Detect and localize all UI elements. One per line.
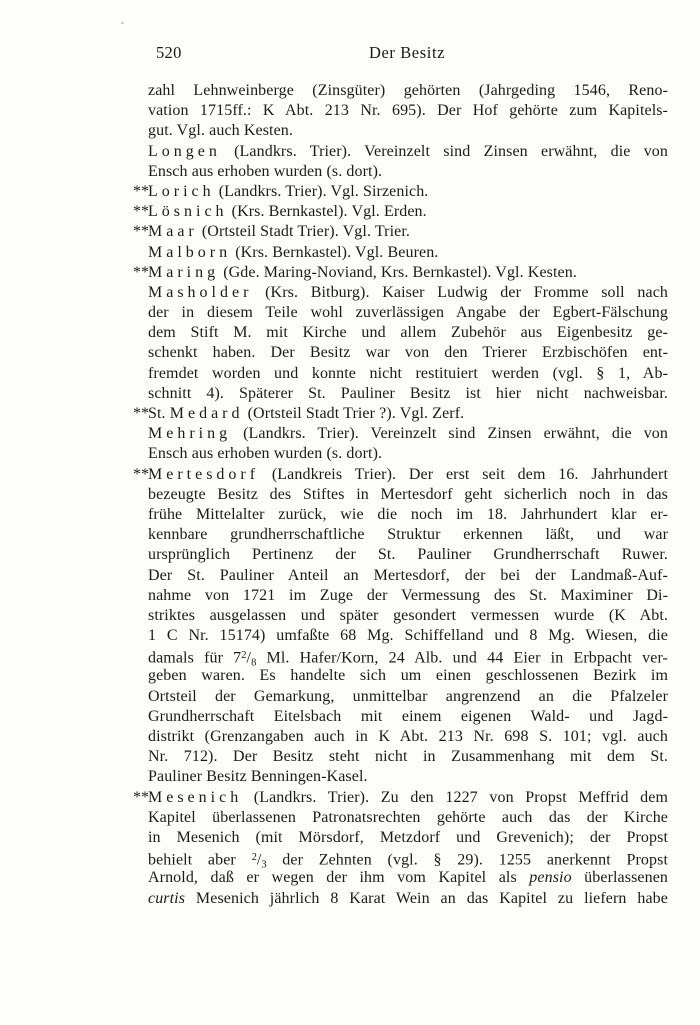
text-segment: schenkt haben. Der Besitz war von den Trierer Erzbischöfen ent- [148, 344, 668, 362]
text-line [133, 666, 668, 686]
text-segment: (Landkrs. Trier). Vgl. Sirzenich. [214, 182, 429, 200]
text-line [133, 424, 668, 444]
text-line [133, 283, 668, 303]
text-line [133, 687, 668, 707]
text-segment: schnitt 4). Späterer St. Pauliner Besitz ist hier nicht nachweisbar. [148, 384, 668, 402]
text-line [133, 505, 668, 525]
text-line [133, 525, 668, 545]
text-segment: (Landkrs. Trier). Zu den 1227 von Propst Meffrid dem [242, 788, 668, 806]
text-segment: ursprünglich Pertinenz der St. Pauliner Grundherrschaft Ruwer. [148, 546, 668, 564]
text-segment: damals für 7 [148, 649, 242, 667]
text-segment: zahl Lehnweinberge (Zinsgüter) gehörten (Jahrgeding 1546, Reno- [148, 82, 668, 99]
entry-marker: ** [133, 182, 149, 200]
text-line [133, 868, 668, 888]
text-line [133, 848, 668, 868]
text-segment: der Zehnten (vgl. § 29). 1255 anerkennt Propst [266, 851, 668, 869]
text-segment: curtis [148, 889, 186, 907]
text-segment: (Krs. Bernkastel). Vgl. Beuren. [231, 243, 439, 261]
entry-marker: ** [133, 263, 149, 281]
text-segment: bezeugte Besitz des Stiftes in Mertesdorf geht sicherlich noch in das [148, 485, 668, 503]
running-title: Der Besitz [368, 43, 446, 62]
text-segment: (Landkrs. Trier). Vereinzelt sind Zinsen erwähnt, die von [220, 142, 668, 160]
text-line [133, 384, 668, 404]
text-line [133, 545, 668, 565]
text-segment: (Krs. Bitburg). Kaiser Ludwig der Fromme soll nach [252, 283, 668, 301]
text-segment: nahme von 1721 im Zuge der Vermessung des St. Maximiner Di- [148, 586, 668, 604]
text-segment: kennbare grundherrschaftliche Struktur erkennen läßt, und war [148, 526, 668, 544]
text-segment: geben waren. Es handelte sich um einen geschlossenen Bezirk im [148, 667, 668, 685]
text-line [133, 81, 668, 101]
paper-speck [121, 22, 124, 24]
text-line [133, 162, 668, 182]
text-segment: (Gde. Maring-Noviand, Krs. Bernkastel). Vgl. Kesten. [219, 263, 577, 281]
text-line [133, 646, 668, 666]
entry-name: Lösnich [148, 203, 228, 221]
page-number: 520 [156, 43, 182, 62]
entry-name: Masholder [148, 283, 253, 301]
text-line [133, 727, 668, 747]
text-segment: überlassenen [571, 869, 668, 887]
text-segment: Mesenich jährlich 8 Karat Wein an das Kapitel zu liefern habe [185, 889, 668, 907]
text-segment: 2 [251, 852, 257, 864]
text-segment: (Landkrs. Trier). Vereinzelt sind Zinsen erwähnt, die von [231, 425, 668, 443]
text-segment: Kapitel überlassenen Patronatsrechten gehörte auch das der Kirche [148, 808, 668, 826]
text-segment: Nr. 712). Der Besitz steht nicht in Zusammenhang mit dem St. [148, 748, 668, 766]
text-line [133, 101, 668, 121]
text-segment: Ensch aus erhoben wurden (s. dort). [148, 445, 383, 463]
text-line [133, 121, 668, 141]
text-line [133, 323, 668, 343]
text-segment: / [246, 649, 252, 667]
text-segment: Grundherrschaft Eitelsbach mit einem eigenen Wald- und Jagd- [148, 707, 668, 725]
entry-marker: ** [133, 223, 149, 241]
entry-name: Malborn [148, 243, 232, 261]
entry-name: Mehring [148, 425, 232, 443]
text-segment: behielt aber [148, 851, 252, 869]
entry-name: Maring [148, 263, 220, 281]
entry-marker: ** [133, 465, 149, 483]
text-line [133, 343, 668, 363]
text-line [133, 303, 668, 323]
text-segment: in Mesenich (mit Mörsdorf, Metzdorf und Grevenich); der Propst [148, 828, 668, 846]
text-line [133, 485, 668, 505]
entry-name: Longen [148, 142, 221, 160]
text-line [133, 364, 668, 384]
text-segment: vation 1715ff.: K Abt. 213 Nr. 695). Der Hof gehörte zum Kapitels- [148, 102, 668, 120]
text-block [133, 81, 668, 909]
text-segment: 2 [241, 650, 247, 662]
text-segment: (Krs. Bernkastel). Vgl. Erden. [227, 203, 427, 221]
text-line [133, 606, 668, 626]
text-segment: pensio [529, 869, 572, 887]
text-segment: (Ortsteil Stadt Trier ?). Vgl. Zerf. [243, 405, 465, 422]
text-segment: (Ortsteil Stadt Trier). Vgl. Trier. [197, 223, 410, 241]
text-line [133, 767, 668, 787]
entry-name: Mertesdorf [148, 465, 260, 483]
entry-name: Lorich [148, 182, 215, 200]
text-segment: Ensch aus erhoben wurden (s. dort). [148, 162, 383, 180]
text-line [133, 444, 668, 464]
entry-name: Mesenich [148, 788, 243, 806]
entry-marker: ** [133, 405, 149, 422]
text-segment: der in diesem Teile wohl zuverlässigen Angabe der Egbert-Fälschung [148, 304, 668, 322]
text-segment: Arnold, daß er wegen der ihm vom Kapitel als [148, 869, 530, 887]
text-line [133, 828, 668, 848]
entry-name: Maar [148, 223, 198, 241]
text-segment: dem Stift M. mit Kirche und allem Zubehör aus Eigenbesitz ge- [148, 324, 668, 342]
entry-marker: ** [133, 203, 149, 221]
text-line [133, 788, 668, 808]
text-line [133, 263, 668, 283]
text-segment: frühe Mittelalter zurück, wie die noch im 18. Jahrhundert klar er- [148, 505, 668, 523]
text-line [133, 566, 668, 586]
entry-marker: ** [133, 788, 149, 806]
text-segment: Der St. Pauliner Anteil an Mertesdorf, der bei der Landmaß-Auf- [148, 566, 668, 584]
text-line [133, 202, 668, 222]
text-line [133, 707, 668, 727]
text-line [133, 586, 668, 606]
text-line [133, 808, 668, 828]
text-line [133, 747, 668, 767]
text-line [133, 243, 668, 263]
text-segment: 1 C Nr. 15174) umfaßte 68 Mg. Schiffelland und 8 Mg. Wiesen, die [148, 627, 668, 645]
text-segment: gut. Vgl. auch Kesten. [148, 122, 293, 140]
text-segment: Pauliner Besitz Benningen-Kasel. [148, 768, 368, 786]
text-segment: 3 [261, 859, 267, 869]
text-line [133, 182, 668, 202]
entry-name: Medard [169, 405, 244, 422]
text-line [133, 142, 668, 162]
text-line [133, 626, 668, 646]
text-segment: Ortsteil der Gemarkung, unmittelbar angrenzend an die Pfalzeler [148, 687, 668, 705]
text-segment: St. [148, 405, 170, 422]
text-line [133, 465, 668, 485]
text-line [133, 889, 668, 909]
text-line [133, 404, 668, 424]
text-segment: Ml. Hafer/Korn, 24 Alb. und 44 Eier in Erbpacht ver- [256, 649, 668, 667]
text-segment: 8 [251, 657, 257, 667]
text-segment: striktes ausgelassen und später gesondert vermessen wurde (K Abt. [148, 606, 668, 624]
text-segment: distrikt (Grenzangaben auch in K Abt. 213 Nr. 698 S. 101; vgl. auch [148, 728, 668, 745]
text-segment: / [256, 851, 262, 869]
text-segment: (Landkreis Trier). Der erst seit dem 16. Jahrhundert [259, 465, 668, 483]
text-segment: fremdet worden und konnte nicht restituiert werden (vgl. § 1, Ab- [148, 364, 668, 382]
text-line [133, 222, 668, 242]
